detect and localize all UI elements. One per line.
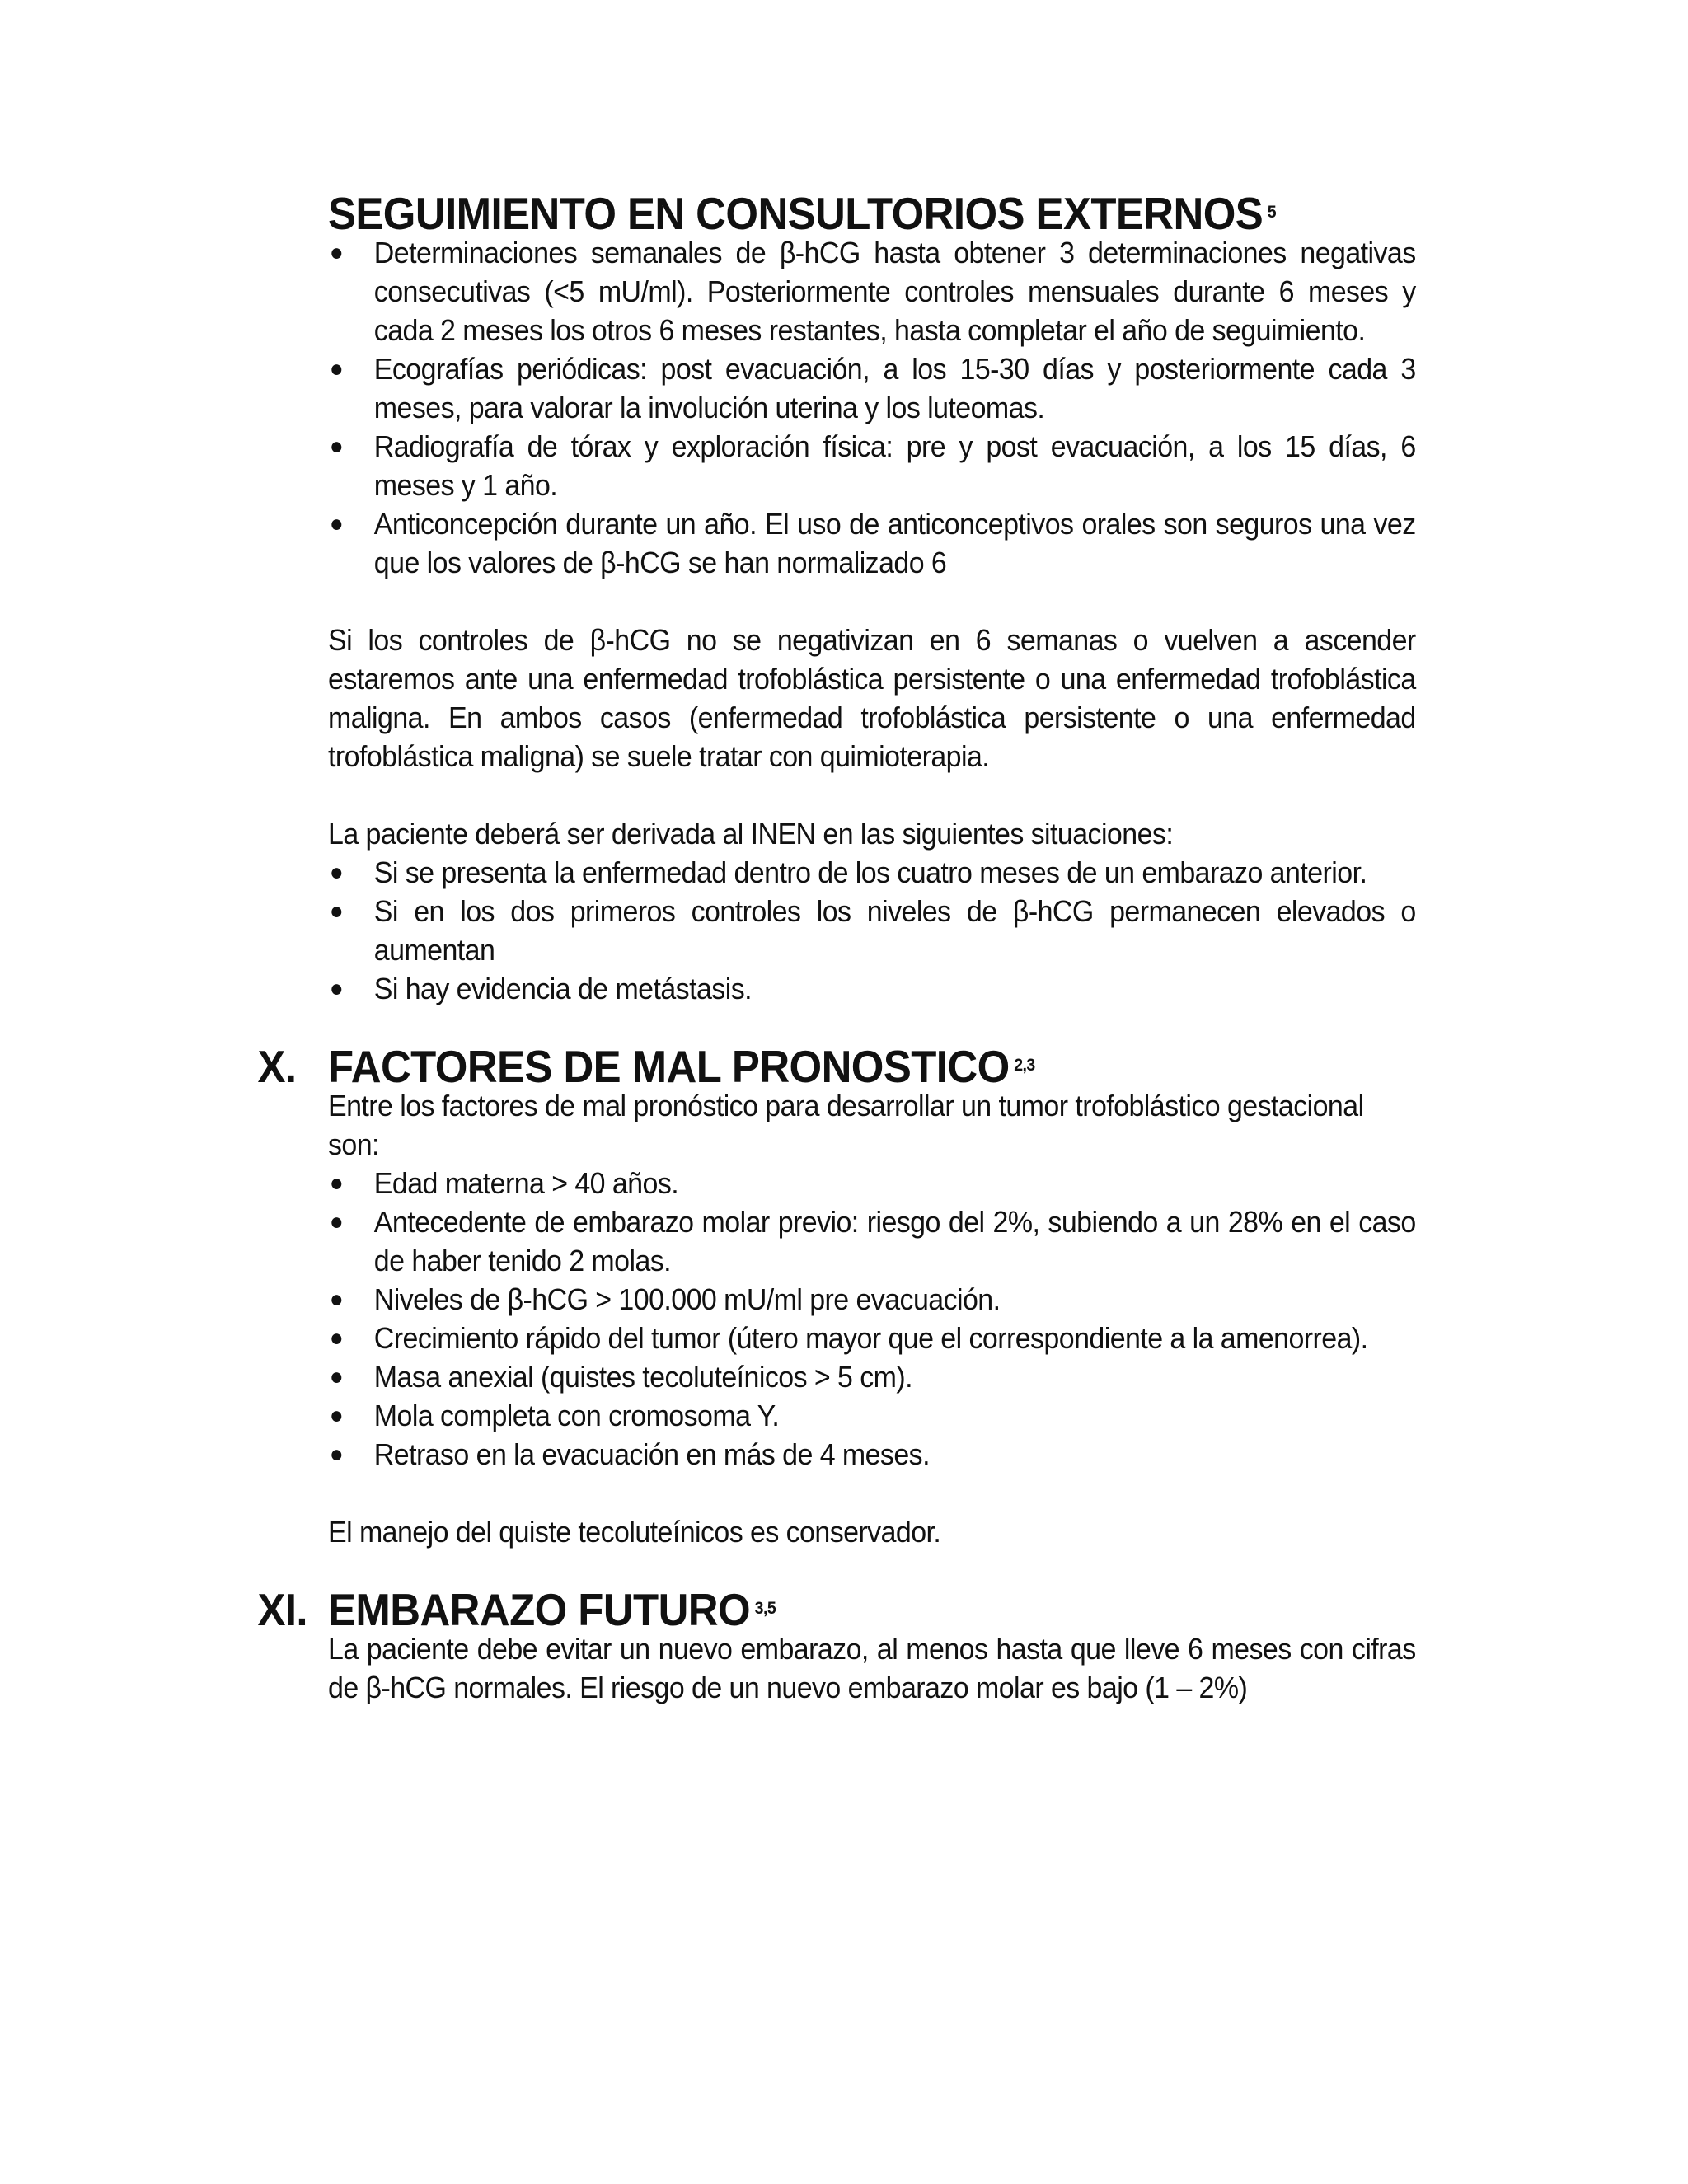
list-item: ● Ecografías periódicas: post evacuación, a los 15-30 días y posteriormente cada 3 meses, para valorar la involución uterina y los luteomas.: [328, 349, 1416, 427]
document-page: [257, 188, 1416, 1707]
list-item: ● Niveles de β-hCG > 100.000 mU/ml pre evacuación.: [328, 1280, 1416, 1319]
list-item: ● Crecimiento rápido del tumor (útero mayor que el correspondiente a la amenorrea).: [328, 1319, 1416, 1357]
list-item: ● Edad materna > 40 años.: [328, 1164, 1416, 1202]
persistent-disease-paragraph: Si los controles de β-hCG no se negativizan en 6 semanas o vuelven a ascender estaremos ante una enfermedad trofoblástica persistente o una enfermedad trofoblástica maligna. En ambos casos (enfermedad trofoblástica persistente o una enfermedad trofoblástica maligna) se suele tratar con quimioterapia.: [328, 623, 1416, 773]
list-item: ● Si hay evidencia de metástasis.: [328, 969, 1416, 1008]
follow-up-ref: 5: [1267, 203, 1277, 222]
bullet-icon: ●: [329, 433, 344, 460]
prognosis-factors-list: [328, 1164, 1416, 1474]
list-item: ● Si se presenta la enfermedad dentro de los cuatro meses de un embarazo anterior.: [328, 853, 1416, 892]
bullet-icon: ●: [329, 355, 344, 382]
list-item: ● Determinaciones semanales de β-hCG hasta obtener 3 determinaciones negativas consecutivas (<5 mU/ml). Posteriormente controles mensuales durante 6 meses y cada 2 meses los otros 6 meses restantes, hasta completar el año de seguimiento.: [328, 233, 1416, 349]
section-x-number: X.: [257, 1041, 297, 1092]
section-xi-ref: 3,5: [754, 1599, 776, 1618]
bullet-icon: ●: [329, 1363, 344, 1390]
bullet-icon: ●: [329, 1324, 344, 1352]
section-xi-paragraph: La paciente debe evitar un nuevo embarazo, al menos hasta que lleve 6 meses con cifras de β-hCG normales. El riesgo de un nuevo embarazo molar es bajo (1 – 2%): [328, 1632, 1416, 1704]
section-x-heading: [257, 1041, 1416, 1092]
list-item: ● Masa anexial (quistes tecoluteínicos > 5 cm).: [328, 1357, 1416, 1396]
bullet-icon: ●: [329, 510, 344, 537]
bullet-icon: ●: [329, 859, 344, 886]
list-item: ● Anticoncepción durante un año. El uso de anticonceptivos orales son seguros una vez que los valores de β-hCG se han normalizado 6: [328, 504, 1416, 582]
list-item: ● Si en los dos primeros controles los niveles de β-hCG permanecen elevados o aumentan: [328, 892, 1416, 969]
referral-intro: La paciente deberá ser derivada al INEN en las siguientes situaciones:: [328, 817, 1174, 851]
list-item: ● Mola completa con cromosoma Y.: [328, 1396, 1416, 1435]
referral-list: [328, 853, 1416, 1008]
list-item: ● Antecedente de embarazo molar previo: riesgo del 2%, subiendo a un 28% en el caso de haber tenido 2 molas.: [328, 1202, 1416, 1280]
bullet-icon: ●: [329, 898, 344, 925]
section-x-title: FACTORES DE MAL PRONOSTICO: [328, 1041, 1010, 1092]
bullet-icon: ●: [329, 1441, 344, 1468]
list-item: ● Radiografía de tórax y exploración física: pre y post evacuación, a los 15 días, 6 meses y 1 año.: [328, 427, 1416, 504]
section-x-intro: Entre los factores de mal pronóstico para desarrollar un tumor trofoblástico gestacional son:: [328, 1089, 1364, 1161]
bullet-icon: ●: [329, 975, 344, 1002]
section-x-closing: El manejo del quiste tecoluteínicos es conservador.: [328, 1515, 941, 1549]
section-xi-heading: [257, 1584, 1416, 1635]
section-x-ref: 2,3: [1014, 1056, 1035, 1075]
follow-up-list: [328, 233, 1416, 582]
section-xi-number: XI.: [257, 1584, 308, 1635]
follow-up-heading: [328, 188, 1416, 239]
bullet-icon: ●: [329, 1286, 344, 1313]
bullet-icon: ●: [329, 239, 344, 266]
section-xi-title: EMBARAZO FUTURO: [328, 1584, 751, 1635]
bullet-icon: ●: [329, 1169, 344, 1197]
bullet-icon: ●: [329, 1402, 344, 1429]
bullet-icon: ●: [329, 1208, 344, 1235]
follow-up-title: SEGUIMIENTO EN CONSULTORIOS EXTERNOS: [328, 188, 1264, 239]
list-item: ● Retraso en la evacuación en más de 4 meses.: [328, 1435, 1416, 1474]
